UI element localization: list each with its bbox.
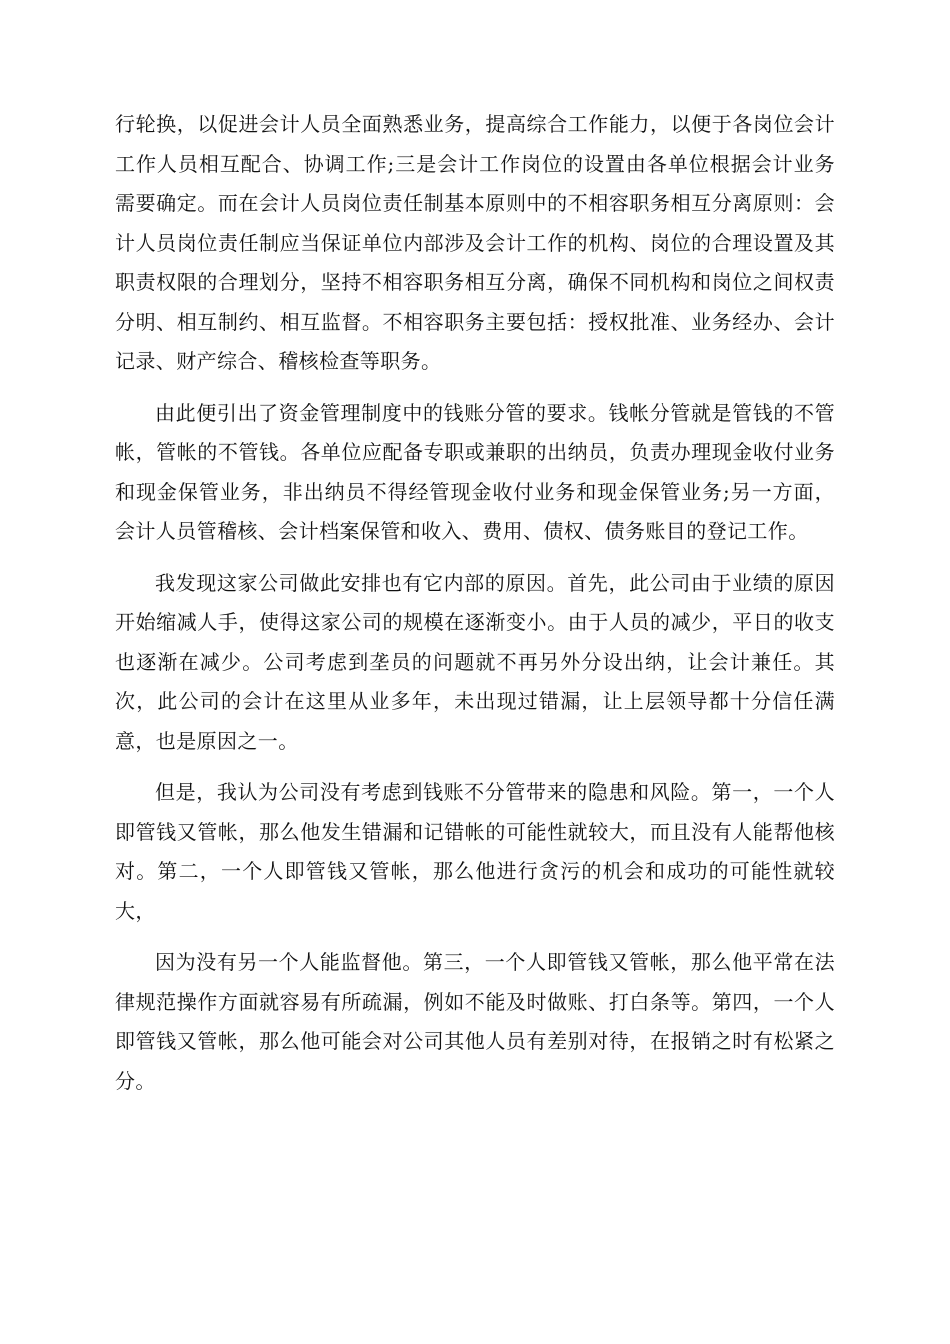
paragraph-4: 但是，我认为公司没有考虑到钱账不分管带来的隐患和风险。第一，一个人即管钱又管帐，那么他发生错漏和记错帐的可能性就较大，而且没有人能帮他核对。第二，一个人即管钱又管帐，那么他进行贪污的机会和成功的可能性就较大， bbox=[115, 780, 835, 923]
paragraph-1: 行轮换，以促进会计人员全面熟悉业务，提高综合工作能力，以便于各岗位会计工作人员相互配合、协调工作;三是会计工作岗位的设置由各单位根据会计业务需要确定。而在会计人员岗位责任制基本原则中的不相容职务相互分离原则：会计人员岗位责任制应当保证单位内部涉及会计工作的机构、岗位的合理设置及其职责权限的合理划分，坚持不相容职务相互分离，确保不同机构和岗位之间权责分明、相互制约、相互监督。不相容职务主要包括：授权批准、业务经办、会计记录、财产综合、稽核检查等职务。 bbox=[115, 112, 835, 373]
paragraph-3: 我发现这家公司做此安排也有它内部的原因。首先，此公司由于业绩的原因开始缩减人手，使得这家公司的规模在逐渐变小。由于人员的减少，平日的收支也逐渐在减少。公司考虑到垄员的问题就不再另外分设出纳，让会计兼任。其次，此公司的会计在这里从业多年，未出现过错漏，让上层领导都十分信任满意，也是原因之一。 bbox=[115, 570, 835, 753]
document-page bbox=[115, 105, 835, 1113]
paragraph-5: 因为没有另一个人能监督他。第三，一个人即管钱又管帐，那么他平常在法律规范操作方面就容易有所疏漏，例如不能及时做账、打白条等。第四，一个人即管钱又管帐，那么他可能会对公司其他人员有差别对待，在报销之时有松紧之分。 bbox=[115, 950, 835, 1093]
paragraph-2: 由此便引出了资金管理制度中的钱账分管的要求。钱帐分管就是管钱的不管帐，管帐的不管钱。各单位应配备专职或兼职的出纳员，负责办理现金收付业务和现金保管业务，非出纳员不得经管现金收付业务和现金保管业务;另一方面，会计人员管稽核、会计档案保管和收入、费用、债权、债务账目的登记工作。 bbox=[115, 400, 835, 543]
